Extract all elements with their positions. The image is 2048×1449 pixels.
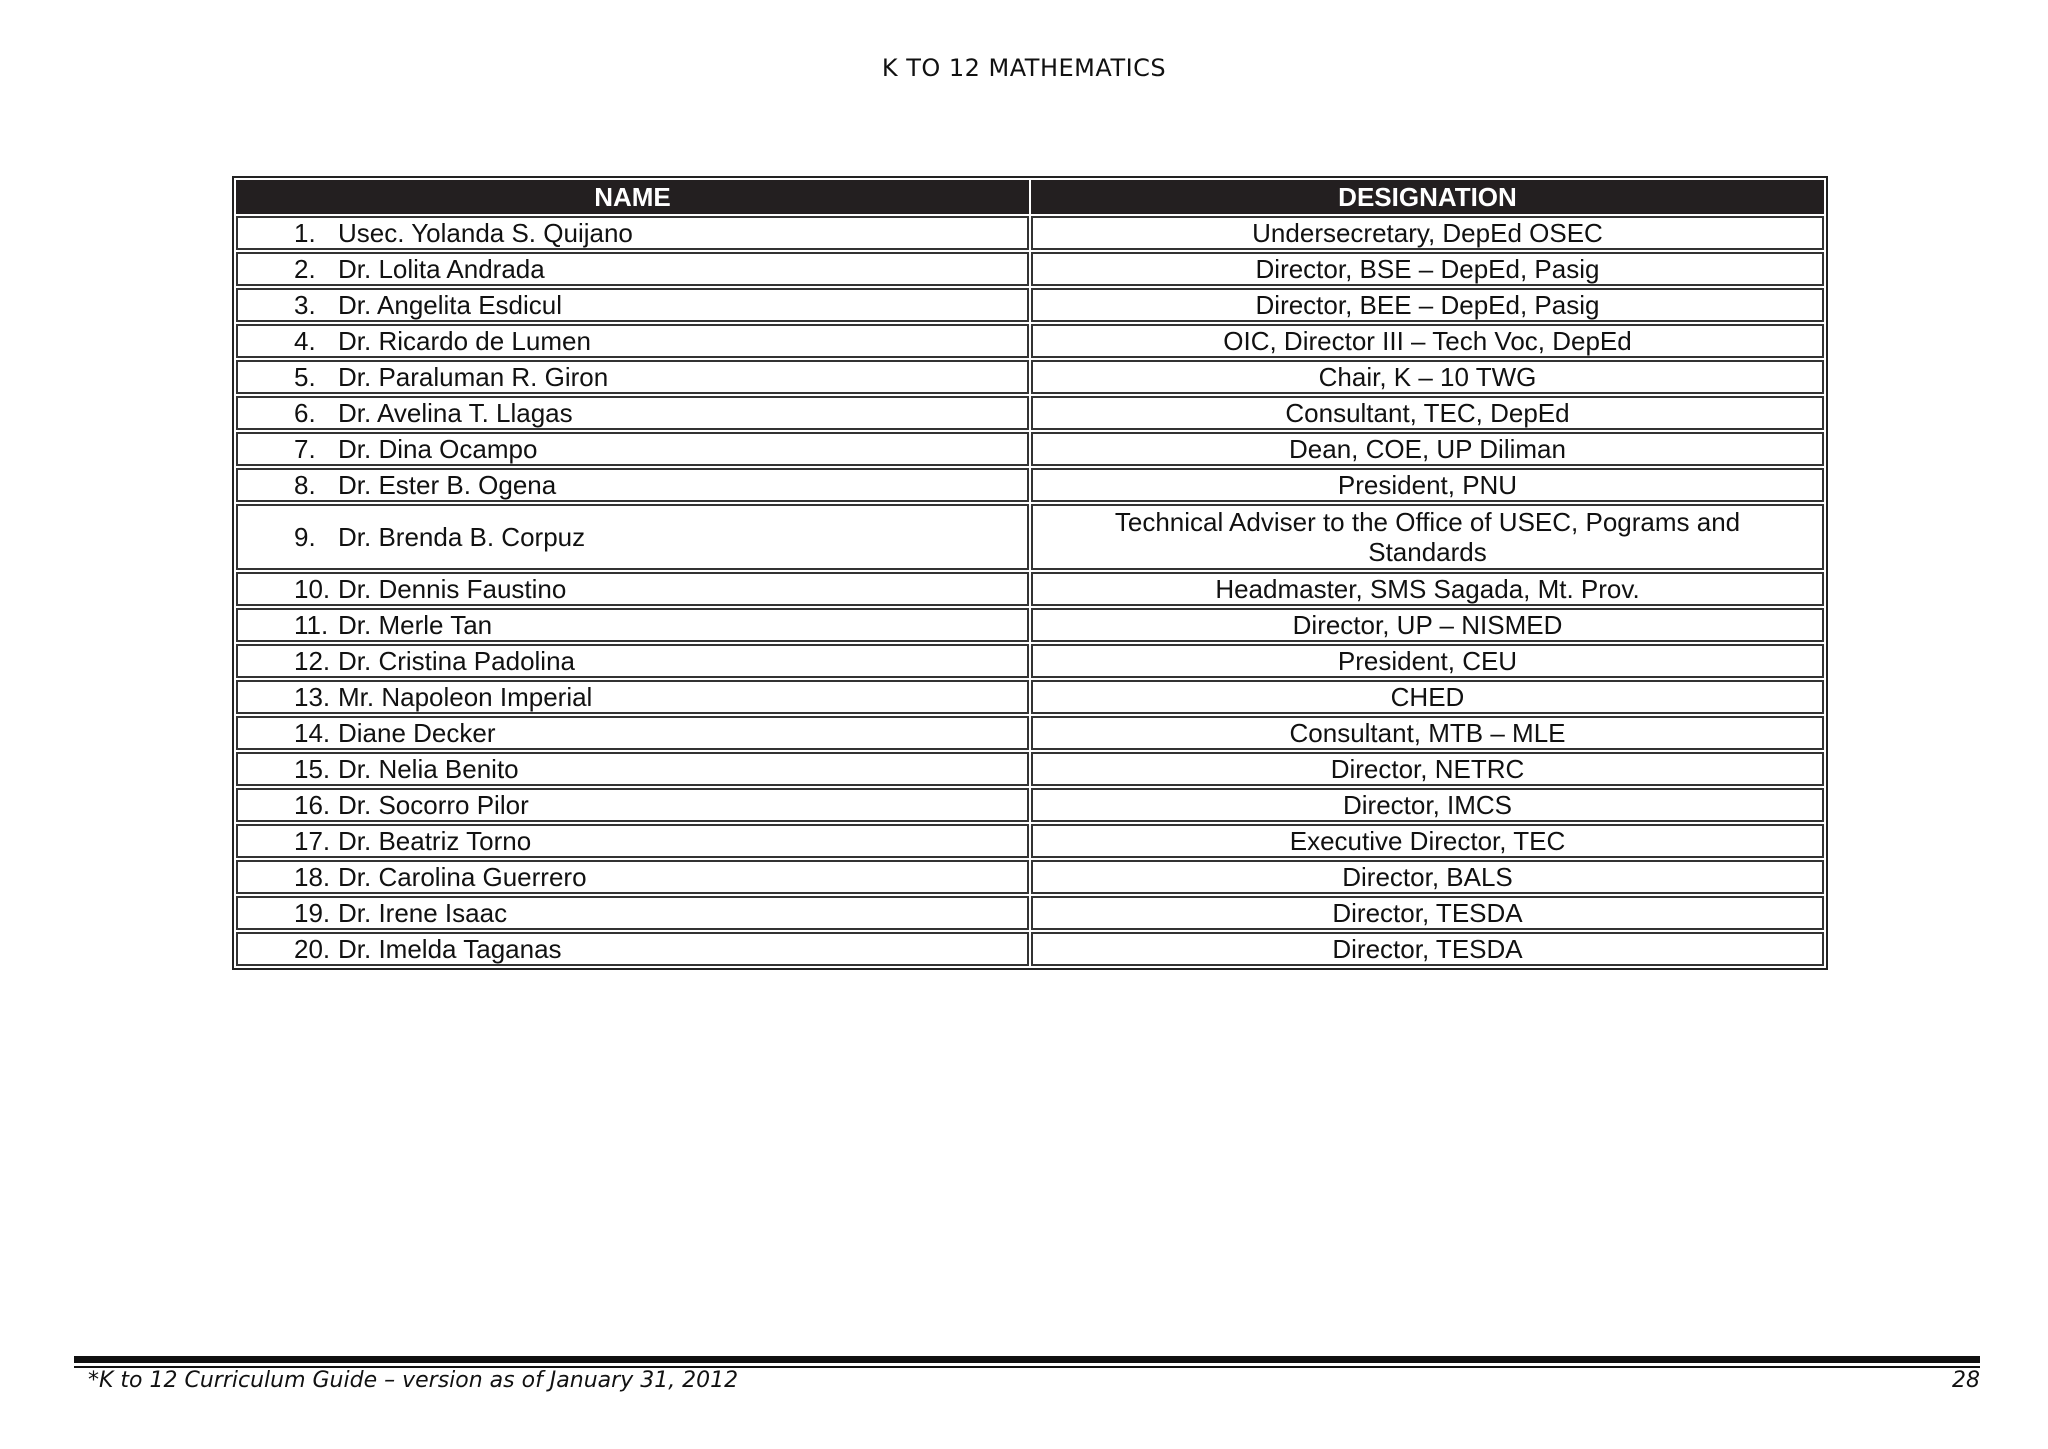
person-name: Dr. Lolita Andrada	[338, 254, 545, 284]
row-number: 5.	[294, 362, 316, 392]
designation-cell: Headmaster, SMS Sagada, Mt. Prov.	[1031, 572, 1824, 606]
person-name: Dr. Brenda B. Corpuz	[338, 522, 586, 552]
row-number: 9.	[294, 522, 316, 552]
table-row	[236, 324, 1824, 358]
row-number: 2.	[294, 254, 316, 284]
person-name: Dr. Cristina Padolina	[338, 646, 575, 676]
name-cell	[236, 252, 1029, 286]
name-cell	[236, 216, 1029, 250]
table-row	[236, 752, 1824, 786]
name-cell	[236, 396, 1029, 430]
table-row	[236, 896, 1824, 930]
row-number: 18.	[294, 862, 331, 892]
table-row	[236, 716, 1824, 750]
designation-cell: Consultant, MTB – MLE	[1031, 716, 1824, 750]
table-row	[236, 932, 1824, 966]
table-row	[236, 396, 1824, 430]
table-row	[236, 288, 1824, 322]
roster-table	[232, 176, 1828, 970]
table-row	[236, 824, 1824, 858]
person-name: Dr. Nelia Benito	[338, 754, 519, 784]
name-cell	[236, 680, 1029, 714]
table-row	[236, 360, 1824, 394]
name-cell	[236, 360, 1029, 394]
designation-cell: Technical Adviser to the Office of USEC, Pograms and Standards	[1031, 504, 1824, 570]
name-cell	[236, 752, 1029, 786]
name-cell	[236, 788, 1029, 822]
table-row	[236, 608, 1824, 642]
designation-cell: CHED	[1031, 680, 1824, 714]
designation-cell: Consultant, TEC, DepEd	[1031, 396, 1824, 430]
row-number: 17.	[294, 826, 331, 856]
row-number: 12.	[294, 646, 331, 676]
table-row	[236, 504, 1824, 570]
designation-cell: OIC, Director III – Tech Voc, DepEd	[1031, 324, 1824, 358]
name-cell	[236, 608, 1029, 642]
row-number: 1.	[294, 218, 316, 248]
table-row	[236, 432, 1824, 466]
name-cell	[236, 824, 1029, 858]
person-name: Dr. Irene Isaac	[338, 898, 508, 928]
row-number: 13.	[294, 682, 331, 712]
row-number: 16.	[294, 790, 331, 820]
name-cell	[236, 932, 1029, 966]
name-cell	[236, 288, 1029, 322]
person-name: Dr. Ricardo de Lumen	[338, 326, 591, 356]
person-name: Usec. Yolanda S. Quijano	[338, 218, 633, 248]
designation-cell: Director, BEE – DepEd, Pasig	[1031, 288, 1824, 322]
designation-cell: President, PNU	[1031, 468, 1824, 502]
name-cell	[236, 504, 1029, 570]
person-name: Dr. Dina Ocampo	[338, 434, 538, 464]
person-name: Dr. Paraluman R. Giron	[338, 362, 609, 392]
person-name: Dr. Socorro Pilor	[338, 790, 529, 820]
row-number: 7.	[294, 434, 316, 464]
table-row	[236, 860, 1824, 894]
designation-cell: President, CEU	[1031, 644, 1824, 678]
designation-cell: Director, BSE – DepEd, Pasig	[1031, 252, 1824, 286]
row-number: 3.	[294, 290, 316, 320]
table-header-row	[236, 180, 1824, 214]
name-cell	[236, 896, 1029, 930]
person-name: Mr. Napoleon Imperial	[338, 682, 593, 712]
column-header-designation: DESIGNATION	[1031, 180, 1824, 214]
row-number: 19.	[294, 898, 331, 928]
name-cell	[236, 644, 1029, 678]
person-name: Dr. Ester B. Ogena	[338, 470, 557, 500]
designation-cell: Director, IMCS	[1031, 788, 1824, 822]
person-name: Dr. Avelina T. Llagas	[338, 398, 573, 428]
row-number: 11.	[294, 610, 329, 640]
footer-guide-note: *K to 12 Curriculum Guide – version as of January 31, 2012	[88, 1368, 739, 1393]
column-header-name: NAME	[236, 180, 1029, 214]
table-row	[236, 572, 1824, 606]
designation-cell: Director, UP – NISMED	[1031, 608, 1824, 642]
footer-rule	[74, 1356, 1980, 1363]
table-row	[236, 788, 1824, 822]
designation-cell: Dean, COE, UP Diliman	[1031, 432, 1824, 466]
person-name: Dr. Dennis Faustino	[338, 574, 567, 604]
row-number: 8.	[294, 470, 316, 500]
name-cell	[236, 432, 1029, 466]
name-cell	[236, 716, 1029, 750]
name-cell	[236, 572, 1029, 606]
designation-cell: Undersecretary, DepEd OSEC	[1031, 216, 1824, 250]
row-number: 15.	[294, 754, 331, 784]
row-number: 10.	[294, 574, 331, 604]
row-number: 6.	[294, 398, 316, 428]
designation-cell: Director, NETRC	[1031, 752, 1824, 786]
person-name: Dr. Angelita Esdicul	[338, 290, 563, 320]
page-number: 28	[1952, 1368, 1980, 1393]
person-name: Dr. Merle Tan	[338, 610, 493, 640]
table-row	[236, 680, 1824, 714]
table-row	[236, 252, 1824, 286]
designation-cell: Director, TESDA	[1031, 932, 1824, 966]
table-row	[236, 644, 1824, 678]
row-number: 14.	[294, 718, 331, 748]
person-name: Diane Decker	[338, 718, 496, 748]
person-name: Dr. Beatriz Torno	[338, 826, 532, 856]
row-number: 4.	[294, 326, 316, 356]
table-row	[236, 216, 1824, 250]
name-cell	[236, 324, 1029, 358]
designation-cell: Director, BALS	[1031, 860, 1824, 894]
row-number: 20.	[294, 934, 331, 964]
table-row	[236, 468, 1824, 502]
person-name: Dr. Imelda Taganas	[338, 934, 562, 964]
person-name: Dr. Carolina Guerrero	[338, 862, 587, 892]
designation-cell: Director, TESDA	[1031, 896, 1824, 930]
designation-cell: Executive Director, TEC	[1031, 824, 1824, 858]
name-cell	[236, 468, 1029, 502]
designation-cell: Chair, K – 10 TWG	[1031, 360, 1824, 394]
page-title: K TO 12 MATHEMATICS	[881, 54, 1167, 82]
name-cell	[236, 860, 1029, 894]
